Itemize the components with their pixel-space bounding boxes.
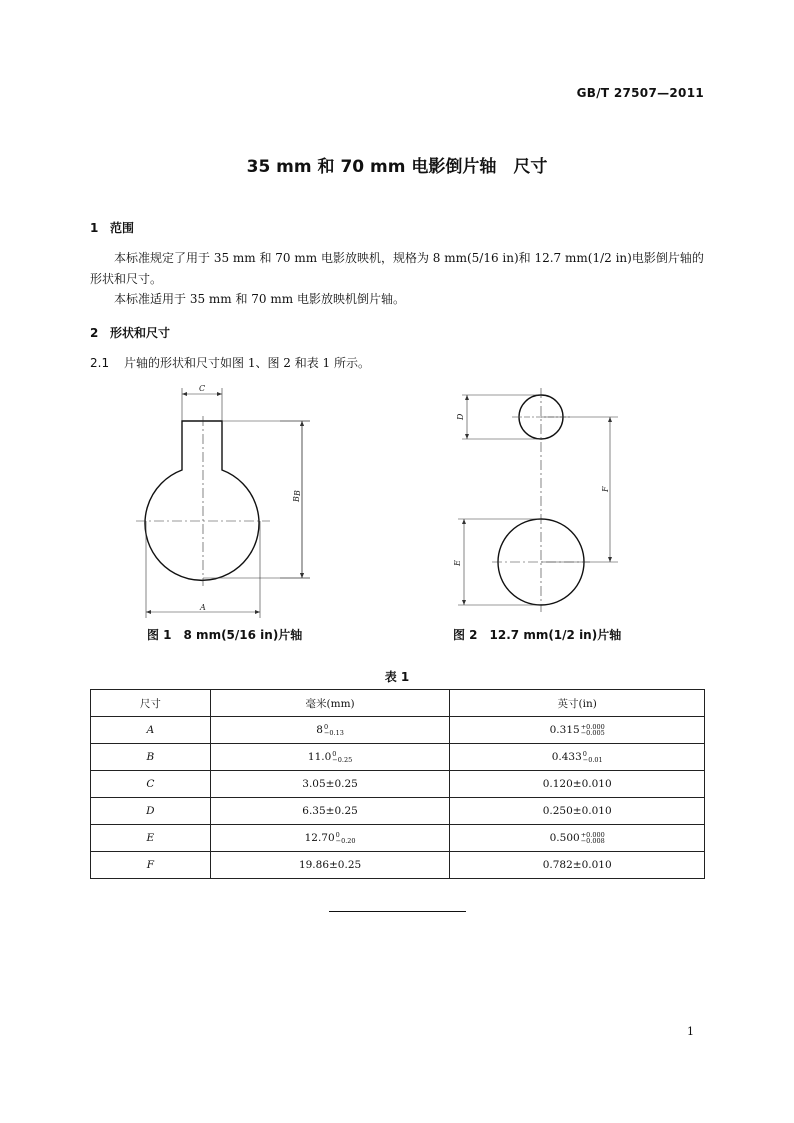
table-header-row [91,690,705,717]
dimension-symbol: C [91,771,211,798]
dimension-symbol: E [91,825,211,852]
section-number: 2 [90,326,99,340]
dimension-symbol: D [91,798,211,825]
scope-paragraph-2: 本标准适用于 35 mm 和 70 mm 电影放映机倒片轴。 [114,292,405,306]
column-header: 毫米(mm) [210,690,450,717]
upper-deviation: 0 [335,831,340,839]
column-header: 英寸(in) [450,690,705,717]
table-row [91,717,705,744]
nominal-value: 0.315 [549,724,580,736]
clause-number: 2.1 [90,356,110,370]
value-inch: 0.120±0.010 [450,771,705,798]
value-mm [210,825,450,852]
value-inch: 0.782±0.010 [450,852,705,879]
value-inch [450,825,705,852]
lower-deviation: −0.20 [335,837,356,845]
figure-2-drawing [450,384,630,616]
upper-deviation: 0 [582,750,587,758]
dimension-symbol: F [91,852,211,879]
table-row [91,744,705,771]
dimension-symbol: A [91,717,211,744]
nominal-value: 8 [316,724,323,736]
nominal-value: 0.433 [551,751,582,763]
table-row [91,852,705,879]
value-mm: 19.86±0.25 [210,852,450,879]
table-title: 表 1 [384,670,410,684]
nominal-value: 11.0 [307,751,332,763]
figure-2-dim-label: D [456,413,465,420]
table-row [91,798,705,825]
figure-title: 12.7 mm(1/2 in)片轴 [489,628,622,642]
page-number: 1 [687,1025,694,1038]
section-2-heading [90,324,170,341]
tolerance [336,832,356,844]
section-number: 1 [90,221,99,235]
clause-text: 片轴的形状和尺寸如图 1、图 2 和表 1 所示。 [124,356,370,370]
value-inch [450,717,705,744]
value-mm: 3.05±0.25 [210,771,450,798]
figure-1-dim-b [280,380,320,590]
lower-deviation: −0.01 [582,756,603,764]
figure-label: 图 1 [147,628,172,642]
standard-number: GB/T 27507—2011 [576,86,704,100]
figure-1-dim-label: B [293,490,302,496]
value-inch [450,744,705,771]
tolerance [583,751,603,763]
figure-2-caption [453,626,621,643]
figure-1-caption [147,626,302,643]
scope-paragraph-1: 本标准规定了用于 35 mm 和 70 mm 电影放映机，规格为 8 mm(5/16 in)和 12.7 mm(1/2 in)电影倒片轴的形状和尺寸。 [90,251,704,286]
upper-deviation: +0.000 [580,831,605,839]
end-rule [329,911,466,912]
section-1-heading [90,219,134,236]
page-title: 35 mm 和 70 mm 电影倒片轴 尺寸 [246,157,548,177]
nominal-value: 12.70 [304,832,335,844]
column-header: 尺寸 [91,690,211,717]
section-title: 范围 [110,221,135,235]
figure-1-dim-label: A [200,603,206,612]
section-title: 形状和尺寸 [110,326,171,340]
table-row [91,771,705,798]
tolerance [324,724,344,736]
dimension-symbol: B [91,744,211,771]
figure-title: 8 mm(5/16 in)片轴 [183,628,303,642]
value-mm [210,717,450,744]
figure-2-dim-label: F [601,486,610,492]
figure-2-dim-label: E [453,560,462,566]
lower-deviation: −0.008 [580,837,605,845]
figure-label: 图 2 [453,628,478,642]
value-inch: 0.250±0.010 [450,798,705,825]
value-mm: 6.35±0.25 [210,798,450,825]
nominal-value: 0.500 [549,832,580,844]
lower-deviation: −0.005 [580,729,605,737]
upper-deviation: 0 [323,723,329,731]
figure-1-dim-label: B [292,496,301,502]
value-mm [210,744,450,771]
upper-deviation: 0 [332,750,337,758]
tolerance [581,832,605,844]
tolerance [581,724,605,736]
figure-1-shaft-outline [145,421,259,580]
figure-1-drawing [130,380,302,620]
tolerance [332,751,352,763]
dimension-table [90,689,705,879]
upper-deviation: +0.000 [580,723,605,731]
lower-deviation: −0.25 [332,756,353,764]
table-row [91,825,705,852]
lower-deviation: −0.13 [323,729,344,737]
figure-1-dim-label: C [199,384,206,393]
clause-2-1 [90,353,705,374]
